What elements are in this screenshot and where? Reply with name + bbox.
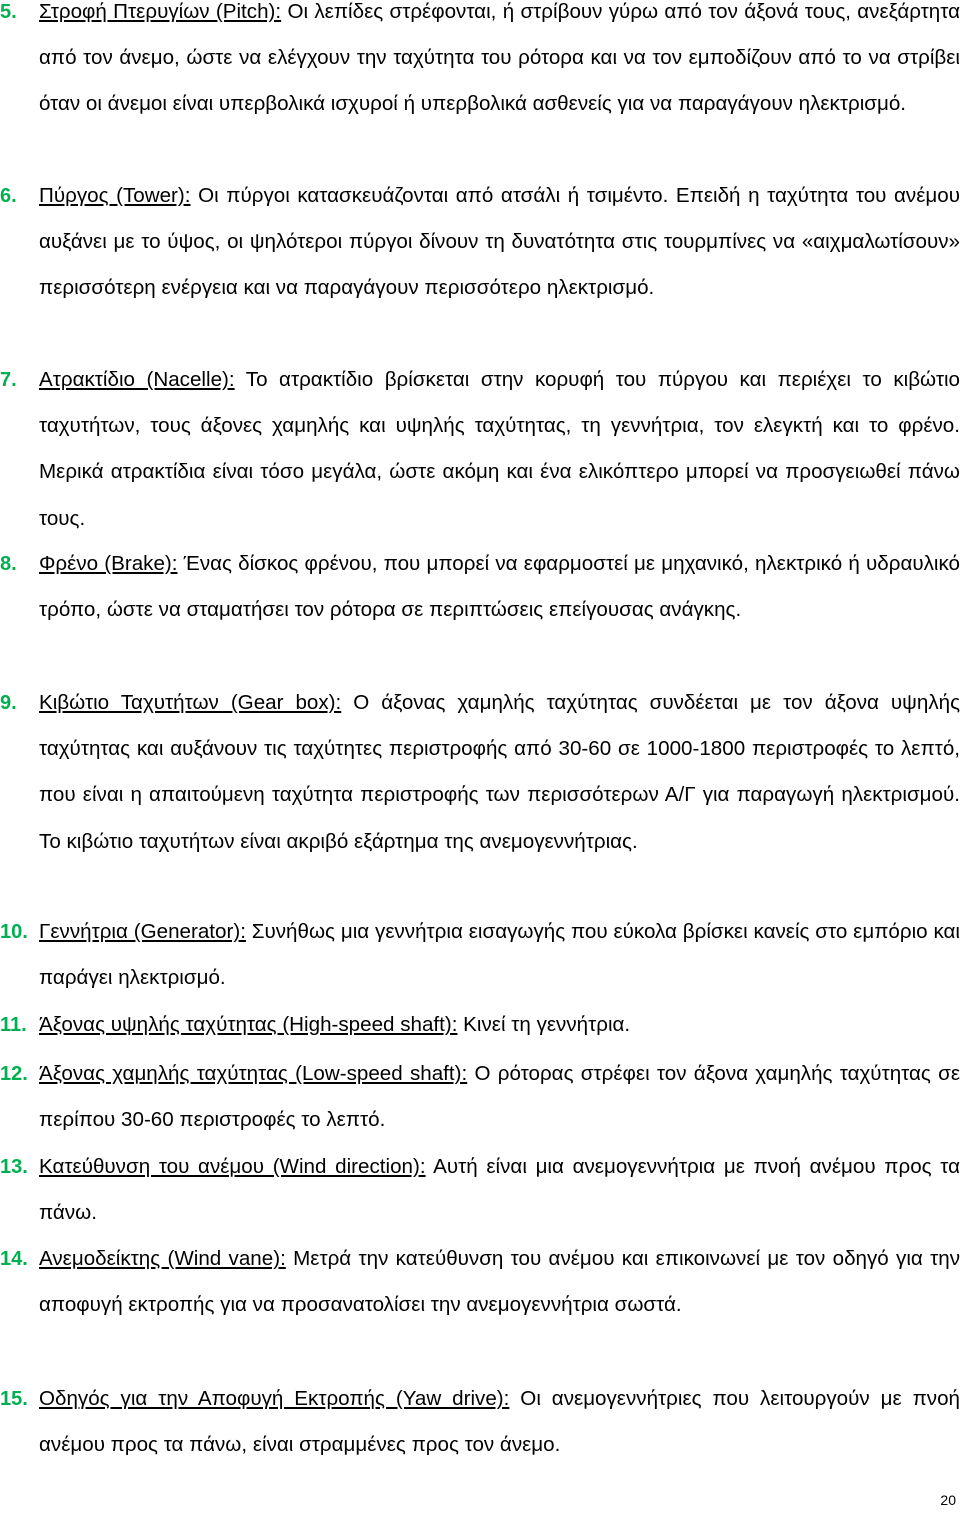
item-term: Οδηγός για την Αποφυγή Εκτροπής (Yaw drive): — [39, 1387, 510, 1410]
item-term: Πύργος (Tower): — [39, 184, 191, 207]
item-term: Κιβώτιο Ταχυτήτων (Gear box): — [39, 691, 342, 714]
item-text: Συνήθως μια γεννήτρια εισαγωγής που εύκολα βρίσκει κανείς στο εμπόριο και παράγει ηλεκτρισμό. — [39, 920, 960, 990]
item-paragraph — [39, 1144, 960, 1236]
item-paragraph — [39, 680, 960, 865]
item-term: Άξονας υψηλής ταχύτητας (High-speed shaft): — [39, 1013, 458, 1036]
item-number: 5. — [0, 1, 17, 23]
item-term: Στροφή Πτερυγίων (Pitch): — [39, 0, 282, 23]
item-number: 15. — [0, 1388, 28, 1410]
item-text: Ο άξονας χαμηλής ταχύτητας συνδέεται με τον άξονα υψηλής ταχύτητας και αυξάνουν τις ταχύτητες περιστροφής από 30-60 σε 1000-1800 περιστροφές το λεπτό, που είναι η απαιτούμενη ταχύτητα περιστροφής των περισσότερων Α/Γ για παραγωγή ηλεκτρισμού. Το κιβώτιο ταχυτήτων είναι ακριβό εξάρτημα της ανεμογεννήτριας. — [39, 691, 960, 853]
item-paragraph — [39, 1051, 960, 1143]
item-number: 7. — [0, 369, 17, 391]
item-term: Φρένο (Brake): — [39, 552, 178, 575]
item-paragraph — [39, 541, 960, 633]
item-text: Το ατρακτίδιο βρίσκεται στην κορυφή του πύργου και περιέχει το κιβώτιο ταχυτήτων, τους άξονες χαμηλής και υψηλής ταχύτητας, τη γεννήτρια, τον ελεγκτή και το φρένο. Μερικά ατρακτίδια είναι τόσο μεγάλα, ώστε ακόμη και ένα ελικόπτερο μπορεί να προσγειωθεί πάνω τους. — [39, 368, 960, 530]
item-text: Ένας δίσκος φρένου, που μπορεί να εφαρμοστεί με μηχανικό, ηλεκτρικό ή υδραυλικό τρόπο, ώστε να σταματήσει τον ρότορα σε περιπτώσεις επείγουσας ανάγκης. — [39, 552, 960, 622]
item-number: 10. — [0, 921, 28, 943]
item-text: Κινεί τη γεννήτρια. — [457, 1013, 631, 1036]
item-text: Οι λεπίδες στρέφονται, ή στρίβουν γύρω από τον άξονά τους, ανεξάρτητα από τον άνεμο, ώστε να ελέγχουν την ταχύτητα του ρότορα και να τον εμποδίζουν από το να στρίβει όταν οι άνεμοι είναι υπερβολικά ισχυροί ή υπερβολικά ασθενείς για να παραγάγουν ηλεκτρισμό. — [39, 0, 960, 116]
item-paragraph — [39, 173, 960, 312]
item-text: Μετρά την κατεύθυνση του ανέμου και επικοινωνεί με τον οδηγό για την αποφυγή εκτροπής για να προσανατολίσει την ανεμογεννήτρια σωστά. — [39, 1247, 960, 1317]
item-text: Οι πύργοι κατασκευάζονται από ατσάλι ή τσιμέντο. Επειδή η ταχύτητα του ανέμου αυξάνει με το ύψος, οι ψηλότεροι πύργοι δίνουν τη δυνατότητα στις τουρμπίνες να «αιχμαλωτίσουν» περισσότερη ενέργεια και να παραγάγουν περισσότερο ηλεκτρισμό. — [39, 184, 960, 300]
item-term: Άξονας χαμηλής ταχύτητας (Low-speed shaft): — [39, 1062, 468, 1085]
item-term: Ατρακτίδιο (Nacelle): — [39, 368, 235, 391]
item-number: 11. — [0, 1014, 27, 1036]
item-paragraph — [39, 1376, 960, 1468]
item-paragraph — [39, 357, 960, 542]
item-number: 14. — [0, 1248, 28, 1270]
item-paragraph — [39, 0, 960, 128]
item-text: Οι ανεμογεννήτριες που λειτουργούν με πνοή ανέμου προς τα πάνω, είναι στραμμένες προς τον άνεμο. — [39, 1387, 960, 1457]
item-term: Κατεύθυνση του ανέμου (Wind direction): — [39, 1155, 426, 1178]
item-number: 12. — [0, 1063, 28, 1085]
item-number: 6. — [0, 185, 17, 207]
item-paragraph — [39, 1236, 960, 1328]
item-term: Γεννήτρια (Generator): — [39, 920, 246, 943]
item-text: Αυτή είναι μια ανεμογεννήτρια με πνοή ανέμου προς τα πάνω. — [39, 1155, 960, 1225]
item-term: Ανεμοδείκτης (Wind vane): — [39, 1247, 286, 1270]
item-paragraph — [39, 1002, 960, 1048]
page-number: 20 — [940, 1492, 956, 1508]
item-paragraph — [39, 909, 960, 1001]
item-text: Ο ρότορας στρέφει τον άξονα χαμηλής ταχύτητας σε περίπου 30-60 περιστροφές το λεπτό. — [39, 1062, 960, 1132]
item-number: 9. — [0, 692, 17, 714]
item-number: 13. — [0, 1156, 28, 1178]
item-number: 8. — [0, 553, 17, 575]
